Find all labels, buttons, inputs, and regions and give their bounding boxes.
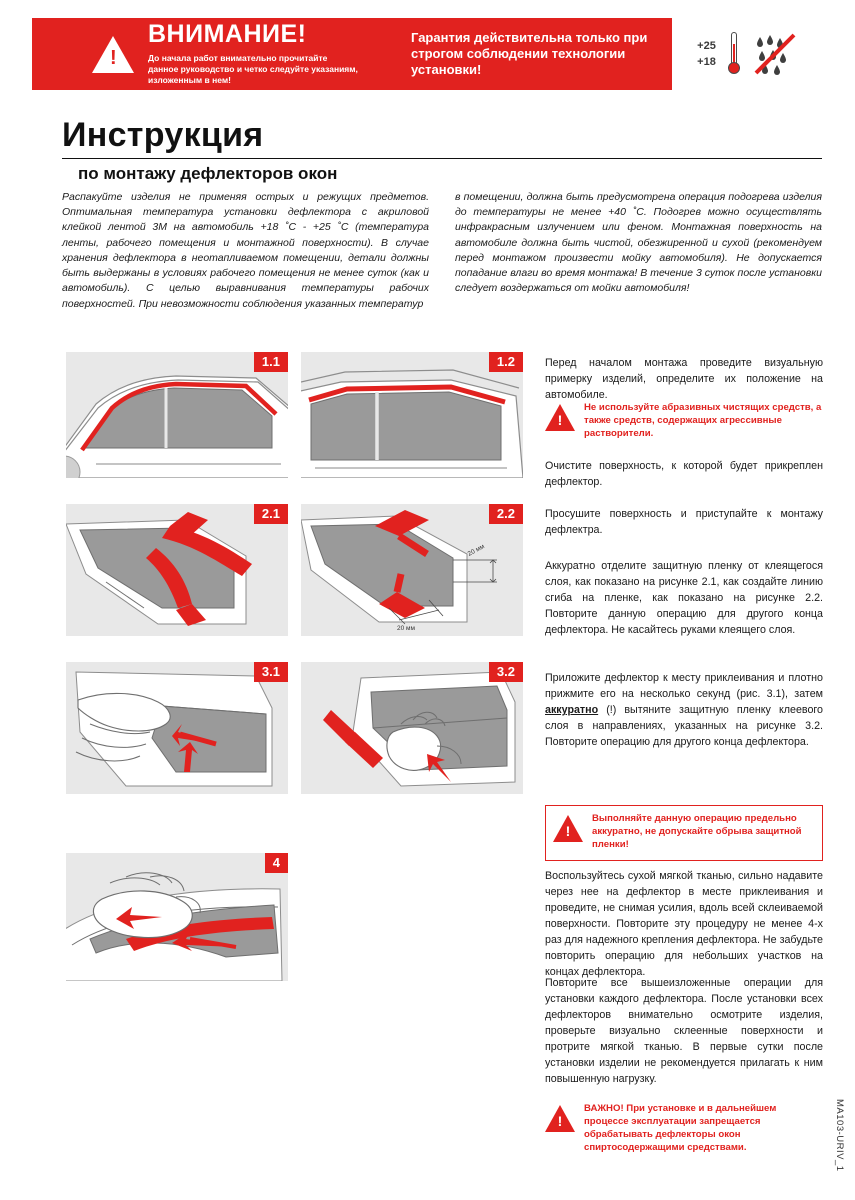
figure-number: 3.1 — [254, 662, 288, 682]
figure-number: 1.2 — [489, 352, 523, 372]
banner-guarantee-text: Гарантия действительна только при строгом соблюдении технологии установки! — [411, 29, 648, 78]
banner-warning-title: ВНИМАНИЕ! — [148, 20, 307, 49]
page-subtitle: по монтажу дефлекторов окон — [78, 164, 338, 183]
banner-red-area — [32, 18, 672, 90]
figure-press-deflector — [66, 662, 288, 794]
figure-pull-liner — [301, 662, 523, 794]
figure-car-window-rear — [301, 352, 523, 478]
warning-triangle-icon — [553, 815, 583, 842]
figure-car-window-front — [66, 352, 288, 478]
temperature-values — [697, 38, 716, 71]
figure-number: 3.2 — [489, 662, 523, 682]
thermometer-icon — [726, 32, 742, 76]
figure-number: 2.2 — [489, 504, 523, 524]
svg-text:20 мм: 20 мм — [466, 543, 486, 558]
important-body: При установке и в дальнейшем процессе эксплуатации запрещается обрабатывать дефлекторы окон спиртосодержащими средствами. — [584, 1103, 777, 1153]
step-3-text: Просушите поверхность и приступайте к монтажу дефлектра. — [545, 508, 823, 537]
callout-no-abrasives — [545, 402, 823, 441]
banner-warning-subtitle: До начала работ внимательно прочитайте данное руководство и четко следуйте указаниям, изложенным в нем! — [148, 52, 358, 86]
temp-high: +25 — [697, 39, 716, 52]
callout-careful-film — [545, 805, 823, 861]
banner-warning-text — [148, 21, 359, 87]
callout-text: Выполняйте данную операцию предельно аккуратно, не допускайте обрыва защитной пленки! — [592, 813, 802, 850]
warning-triangle-icon — [92, 36, 134, 73]
figure-press-with-cloth — [66, 853, 288, 981]
callout-text: Не используйте абразивных чистящих средств, а также средств, содержащих агрессивные растворители. — [584, 402, 822, 439]
document-code: MA103-URIV_1 — [834, 1099, 845, 1172]
important-label: ВАЖНО! — [584, 1103, 624, 1114]
banner-icon-zone — [672, 18, 823, 90]
step-5-part-a: Приложите дефлектор к месту приклеивания и плотно прижмите его на несколько секунд (рис. 3.1), затем — [545, 672, 823, 701]
page-title: Инструкция — [62, 116, 264, 154]
intro-column-right: в помещении, должна быть предусмотрена операция подогрева изделия до температуры не менее +40 ˚С. Подогрев можно осуществлять инфракрасным излучением или феном. Монтажная поверхность на автомобиле должна быть чистой, обезжиренной и сухой (рекомендуем перед монтажом произвести мойку автомобиля). Не допускается попадание влаги во время монтажа! В течение 3 суток после установки следует воздержаться от мойки автомобиля! — [455, 191, 822, 295]
step-1-text: Перед началом монтажа проведите визуальную примерку изделий, определите их положение на автомобиле. — [545, 357, 823, 402]
intro-text — [62, 190, 822, 312]
step-7-text: Повторите все вышеизложенные операции для установки каждого дефлектора. После установки всех дефлекторов внимательно осмотрите изделия, проверьте визуально склеенные поверхности и протрите мягкой тканью. В первые сутки после установки изделии не рекомендуется прилагать к ним повышенную нагрузку. — [545, 977, 823, 1086]
temp-low: +18 — [697, 56, 716, 68]
callout-text — [584, 1103, 823, 1155]
figure-tape-fold-dimensions — [301, 504, 523, 636]
warning-triangle-icon — [545, 1105, 575, 1132]
figure-number: 2.1 — [254, 504, 288, 524]
svg-text:20 мм: 20 мм — [397, 625, 415, 632]
figure-number: 4 — [265, 853, 288, 873]
figure-peel-tape-start — [66, 504, 288, 636]
step-5-part-b: (!) вытяните защитную пленку клеевого слоя в направлениях, указанных на рисунке 3.2. Повторите операцию для другого конца дефлектора. — [545, 704, 823, 749]
step-2-text: Очистите поверхность, к которой будет прикреплен дефлектор. — [545, 460, 823, 489]
document-header — [62, 118, 822, 184]
no-car-wash-icon — [752, 31, 798, 77]
callout-important-alcohol — [545, 1103, 823, 1155]
title-divider — [62, 158, 822, 159]
step-5-emphasis: аккуратно — [545, 704, 599, 717]
figure-number: 1.1 — [254, 352, 288, 372]
step-4-text: Аккуратно отделите защитную пленку от клеящегося слоя, как показано на рисунке 2.1, как создайте линию сгиба на пленке, как показано на рисунке 2.2. Повторите данную операцию для другого конца дефлектора. Не касайтесь руками клеящего слоя. — [545, 560, 823, 637]
step-6-text: Воспользуйтесь сухой мягкой тканью, сильно надавите через нее на дефлектор в месте приклеивания и проведите, не снимая усилия, вдоль всей склеиваемой поверхности. Повторите эту процедуру не менее 4-х раз для надежного крепления дефлектора. Не забудьте повторить операцию для небольших участков на концах дефлектора. — [545, 870, 823, 979]
warning-triangle-icon — [545, 404, 575, 431]
step-5-text — [545, 670, 823, 750]
top-warning-banner — [32, 18, 823, 90]
intro-column-left: Распакуйте изделия не применяя острых и режущих предметов. Оптимальная температура установки дефлектора с акриловой клейкой лентой 3М на автомобиль +18 ˚С - +25 ˚С (температура ленты, рабочего помещения и монтажной поверхности). В случае хранения дефлектора в неотапливаемом помещении, детали должны быть выдержаны в условиях рабочего помещения не менее суток (как и автомобиль). С целью выравнивания температуры рабочих поверхностей. При невозможности соблюдения указанных температур — [62, 191, 429, 310]
